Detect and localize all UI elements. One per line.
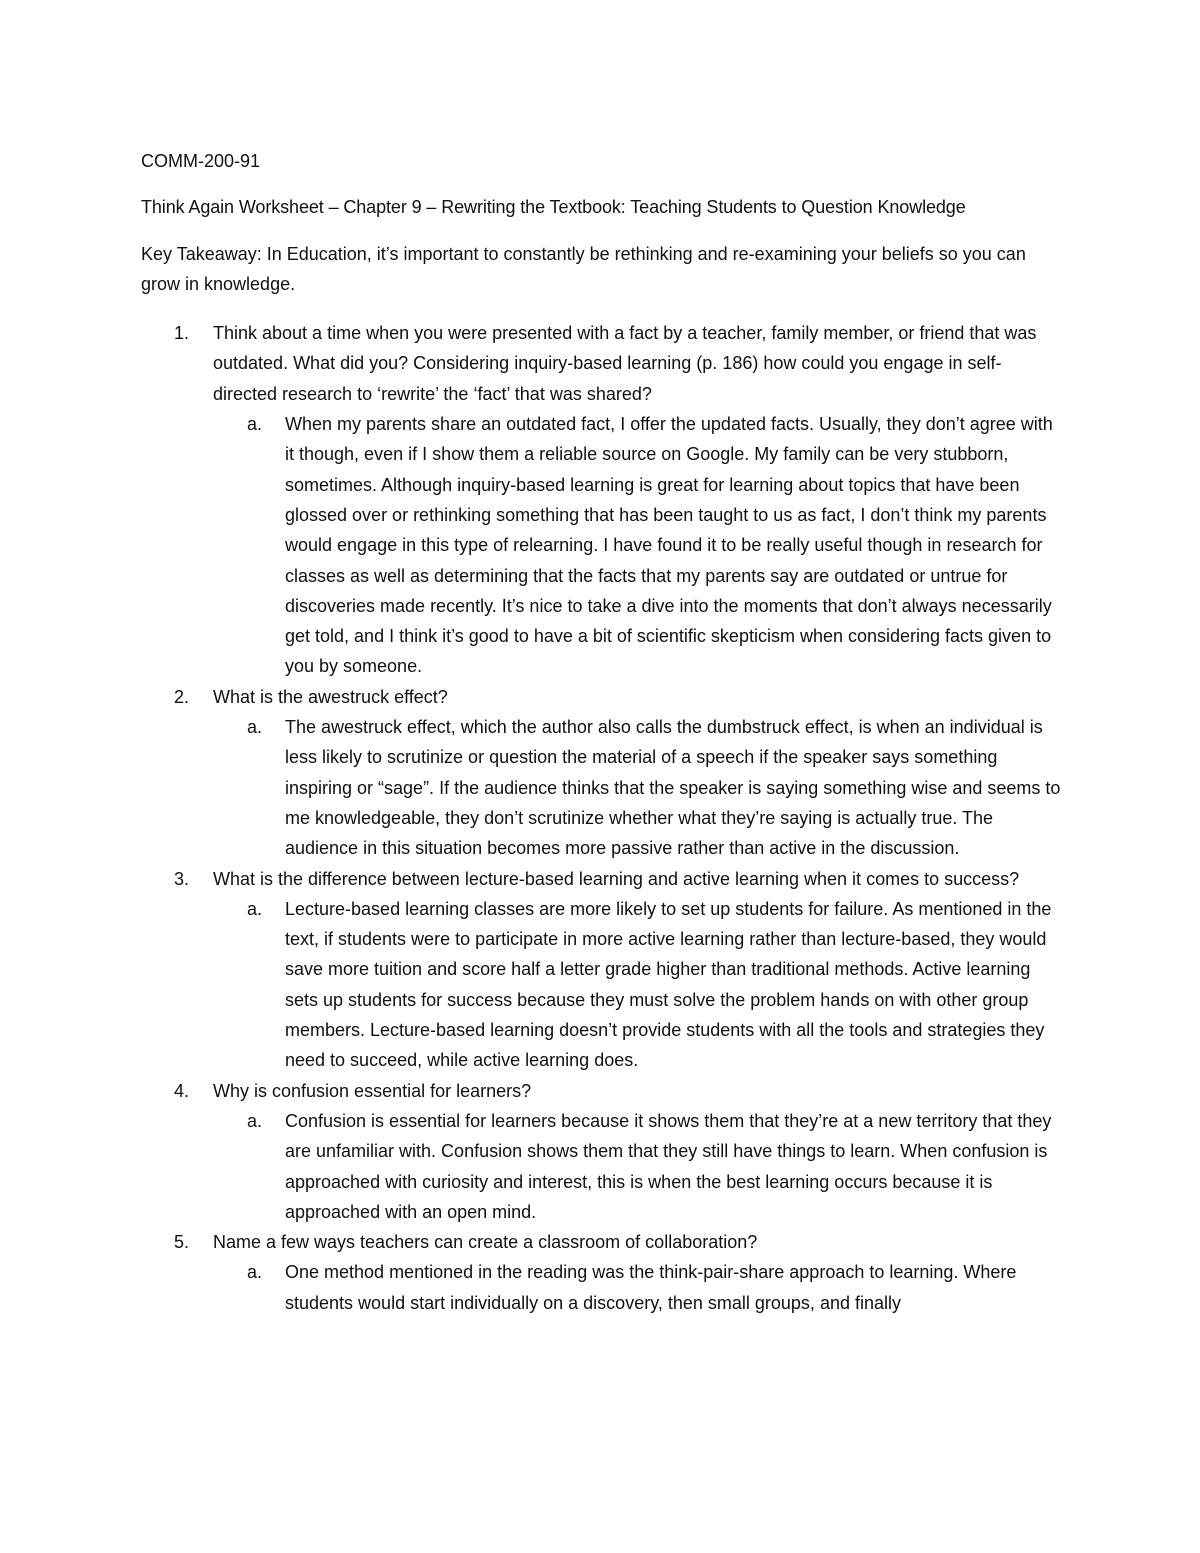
answer-item — [213, 1257, 1061, 1318]
question-text: What is the difference between lecture-based learning and active learning when it comes to success? — [213, 868, 1020, 889]
key-takeaway: Key Takeaway: In Education, it’s important to constantly be rethinking and re-examining your beliefs so you can grow in knowledge. — [141, 243, 1026, 294]
answer-text: The awestruck effect, which the author also calls the dumbstruck effect, is when an individual is less likely to scrutinize or question the material of a speech if the speaker says something inspiring or “sage”. If the audience thinks that the speaker is saying something wise and seems to me knowledgeable, they don’t scrutinize whether what they’re saying is actually true. The audience in this situation becomes more passive rather than active in the discussion. — [285, 717, 1061, 859]
question-text: Think about a time when you were presented with a fact by a teacher, family member, or friend that was outdated. What did you? Considering inquiry-based learning (p. 186) how could you engage in self-directed research to ‘rewrite’ the ‘fact’ that was shared? — [213, 323, 1037, 404]
question-text: What is the awestruck effect? — [213, 686, 448, 707]
answer-text: Lecture-based learning classes are more likely to set up students for failure. As mentioned in the text, if students were to participate in more active learning rather than lecture-based, they would save more tuition and score half a letter grade higher than traditional methods. Active learning sets up students for success because they must solve the problem hands on with other group members. Lecture-based learning doesn’t provide students with all the tools and strategies they need to succeed, while active learning does. — [285, 898, 1052, 1071]
answer-list — [213, 1257, 1061, 1318]
question-list — [141, 318, 1061, 1318]
worksheet-title: Think Again Worksheet – Chapter 9 – Rewriting the Textbook: Teaching Students to Question Knowledge — [141, 197, 966, 218]
question-item — [141, 1076, 1061, 1227]
answer-list — [213, 409, 1061, 682]
answer-text: Confusion is essential for learners because it shows them that they’re at a new territory that they are unfamiliar with. Confusion shows them that they still have things to learn. When confusion is approached with curiosity and interest, this is when the best learning occurs because it is approached with an open mind. — [285, 1110, 1052, 1222]
question-number: 1. — [174, 323, 190, 344]
answer-label: a. — [247, 717, 263, 738]
question-number: 5. — [174, 1232, 190, 1253]
question-number: 4. — [174, 1080, 190, 1101]
answer-item — [213, 409, 1061, 682]
answer-text: One method mentioned in the reading was the think-pair-share approach to learning. Where students would start individually on a discovery, then small groups, and finally — [285, 1262, 1017, 1313]
answer-label: a. — [247, 898, 263, 919]
course-code: COMM-200-91 — [141, 151, 261, 171]
question-text: Name a few ways teachers can create a classroom of collaboration? — [213, 1232, 758, 1253]
question-item — [141, 864, 1061, 1076]
answer-label: a. — [247, 414, 263, 435]
answer-list — [213, 1106, 1061, 1227]
question-text: Why is confusion essential for learners? — [213, 1080, 532, 1101]
answer-item — [213, 712, 1061, 863]
answer-list — [213, 712, 1061, 863]
question-number: 3. — [174, 868, 190, 889]
question-number: 2. — [174, 686, 190, 707]
question-item — [141, 682, 1061, 864]
answer-label: a. — [247, 1262, 263, 1283]
question-item — [141, 318, 1061, 682]
answer-list — [213, 894, 1061, 1076]
answer-label: a. — [247, 1110, 263, 1131]
document-page — [141, 146, 1061, 1318]
answer-text: When my parents share an outdated fact, I offer the updated facts. Usually, they don’t agree with it though, even if I show them a reliable source on Google. My family can be very stubborn, sometimes. Although inquiry-based learning is great for learning about topics that have been glossed over or rethinking something that has been taught to us as fact, I don’t think my parents would engage in this type of relearning. I have found it to be really useful though in research for classes as well as determining that the facts that my parents say are outdated or untrue for discoveries made recently. It’s nice to take a dive into the moments that don’t always necessarily get told, and I think it’s good to have a bit of scientific skepticism when considering facts given to you by someone. — [285, 414, 1053, 677]
question-item — [141, 1227, 1061, 1318]
answer-item — [213, 894, 1061, 1076]
answer-item — [213, 1106, 1061, 1227]
